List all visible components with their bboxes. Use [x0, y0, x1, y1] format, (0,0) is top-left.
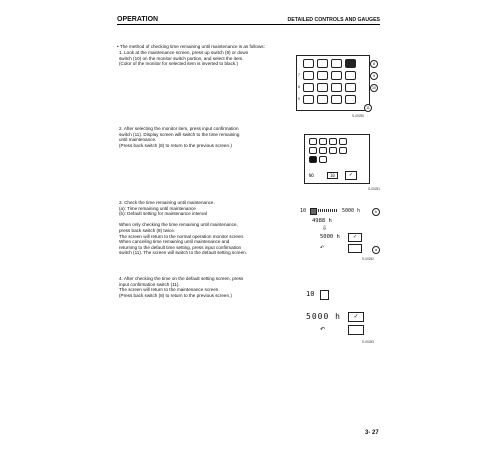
chapter-title: DETAILED CONTROLS AND GAUGES: [287, 17, 380, 23]
filter-icon: [303, 59, 314, 68]
wrench-icon: [329, 138, 337, 145]
step-2-line: switch (11). Display screen will switch to the time remaining: [119, 131, 240, 137]
item-number: 10: [306, 290, 315, 298]
gear-icon: [317, 59, 328, 68]
filter-icon: [309, 138, 317, 145]
step-4: [119, 276, 243, 298]
step-4-line: 4. After checking the time on the default setting screen, press: [119, 276, 244, 281]
selected-item-icon: [309, 156, 317, 163]
down-button[interactable]: [345, 83, 356, 92]
wrench-icon: [331, 59, 342, 68]
figure-default-setting: [306, 288, 386, 348]
step-3-line: (b): Default setting for maintenance interval: [119, 211, 207, 217]
check-icon: ✓: [348, 233, 362, 242]
step-4-line: (Press back switch (8) to return to the previous screen.): [119, 292, 232, 298]
step-3-line: When canceling time remaining until maintenance and: [119, 239, 230, 245]
back-icon[interactable]: [303, 95, 314, 104]
page-number: 3- 27: [365, 430, 379, 436]
confirm-icon[interactable]: [345, 95, 356, 104]
down-arrow-icon: ⇩: [322, 226, 328, 232]
item-icon: [310, 208, 317, 215]
callout-b: b: [372, 208, 380, 216]
item-icon: [320, 290, 329, 300]
hydraulic-icon: [317, 71, 328, 80]
fig2-footer-left: NO: [309, 173, 314, 178]
fuel-icon: [319, 156, 327, 163]
callout-11: 11: [364, 104, 372, 112]
bullet-icon: •: [117, 44, 119, 49]
step-2-line: (Press back switch (8) to return to the previous screen.): [119, 142, 232, 148]
oil-icon: [303, 71, 314, 80]
step-3-line: switch (11). The screen will switch to the default setting screen.: [119, 250, 248, 256]
engine-icon: [331, 71, 342, 80]
step-3-line: When only checking the time remaining until maintenance,: [119, 222, 238, 228]
monitor-panel: [296, 55, 370, 111]
coolant-icon: [329, 147, 337, 154]
hydraulic-icon: [309, 147, 317, 154]
button-number: 9: [298, 97, 300, 101]
fuel-icon: [331, 83, 342, 92]
intro-bullet: [117, 44, 265, 50]
gear-icon: [319, 138, 327, 145]
default-time: 5000 h: [306, 312, 341, 321]
progress-bar: [318, 209, 338, 212]
item-number: 10: [300, 208, 307, 214]
oil-icon: [339, 138, 347, 145]
check-icon: ✓: [348, 312, 364, 322]
fan-icon: [317, 83, 328, 92]
figure-code: S-00250: [352, 114, 365, 118]
step-1-line: (Color of the monitor for selected item is inverted to black.): [119, 61, 238, 67]
back-icon: ↶: [320, 245, 325, 251]
home-icon: [348, 244, 362, 253]
figure-time-remaining: [300, 208, 384, 270]
up-button[interactable]: [345, 71, 356, 80]
reset-time: 5000 h: [320, 234, 340, 240]
figure-selected-item: [304, 134, 384, 194]
callout-9: 9: [370, 72, 378, 80]
intro-text: The method of checking time remaining until maintenance is as follows:: [119, 44, 265, 49]
step-2: [119, 126, 239, 148]
step-4-line: input confirmation switch (11).: [119, 281, 180, 287]
figure-maintenance-screen: [296, 55, 384, 120]
figure-code: S-00252: [362, 257, 375, 261]
button-number: 8: [298, 85, 300, 89]
step-3-line: 3. Check the time remaining until maintenance.: [119, 200, 215, 205]
fig2-footer-mid: 10: [327, 172, 338, 179]
selected-item-icon: [345, 59, 356, 68]
cancel-icon: [331, 95, 342, 104]
header-rule: [117, 24, 380, 25]
check-icon: ✓: [345, 171, 357, 180]
remaining-time: 4988 h: [312, 218, 332, 224]
callout-a: a: [372, 246, 380, 254]
back-icon: ↶: [320, 327, 326, 333]
home-icon: [348, 325, 364, 335]
default-time: 5000 h: [342, 208, 361, 214]
monitor-panel-2: [304, 134, 370, 184]
fan-icon: [339, 147, 347, 154]
step-1: [119, 50, 248, 67]
callout-10: 10: [372, 86, 376, 90]
figure-code: S-00253: [362, 340, 375, 344]
step-3: [119, 200, 247, 256]
coolant-icon: [303, 83, 314, 92]
section-title: OPERATION: [117, 16, 159, 23]
step-3-line: returning to the default time setting, press input confirmation: [119, 244, 242, 250]
step-1-line: switch (10) on the monitor switch portion, and select the item.: [119, 55, 244, 61]
figure-code: S-00251: [368, 187, 381, 191]
battery-icon: [317, 95, 328, 104]
step-2-line: until maintenance.: [119, 137, 157, 143]
step-4-line: The screen will return to the maintenance screen.: [119, 287, 220, 293]
step-3-line: (a): Time remaining until maintenance: [119, 205, 196, 211]
step-3-line: press back switch (8) twice.: [119, 227, 176, 233]
engine-icon: [319, 147, 327, 154]
callout-8: 8: [370, 60, 378, 68]
step-3-line: The screen will return to the normal operation monitor screen.: [119, 233, 245, 239]
step-1-line: 1. Look at the maintenance screen, press up switch (9) or down: [119, 50, 249, 55]
button-number: 7: [298, 73, 300, 77]
step-2-line: 2. After selecting the monitor item, press input confirmation: [119, 126, 239, 131]
